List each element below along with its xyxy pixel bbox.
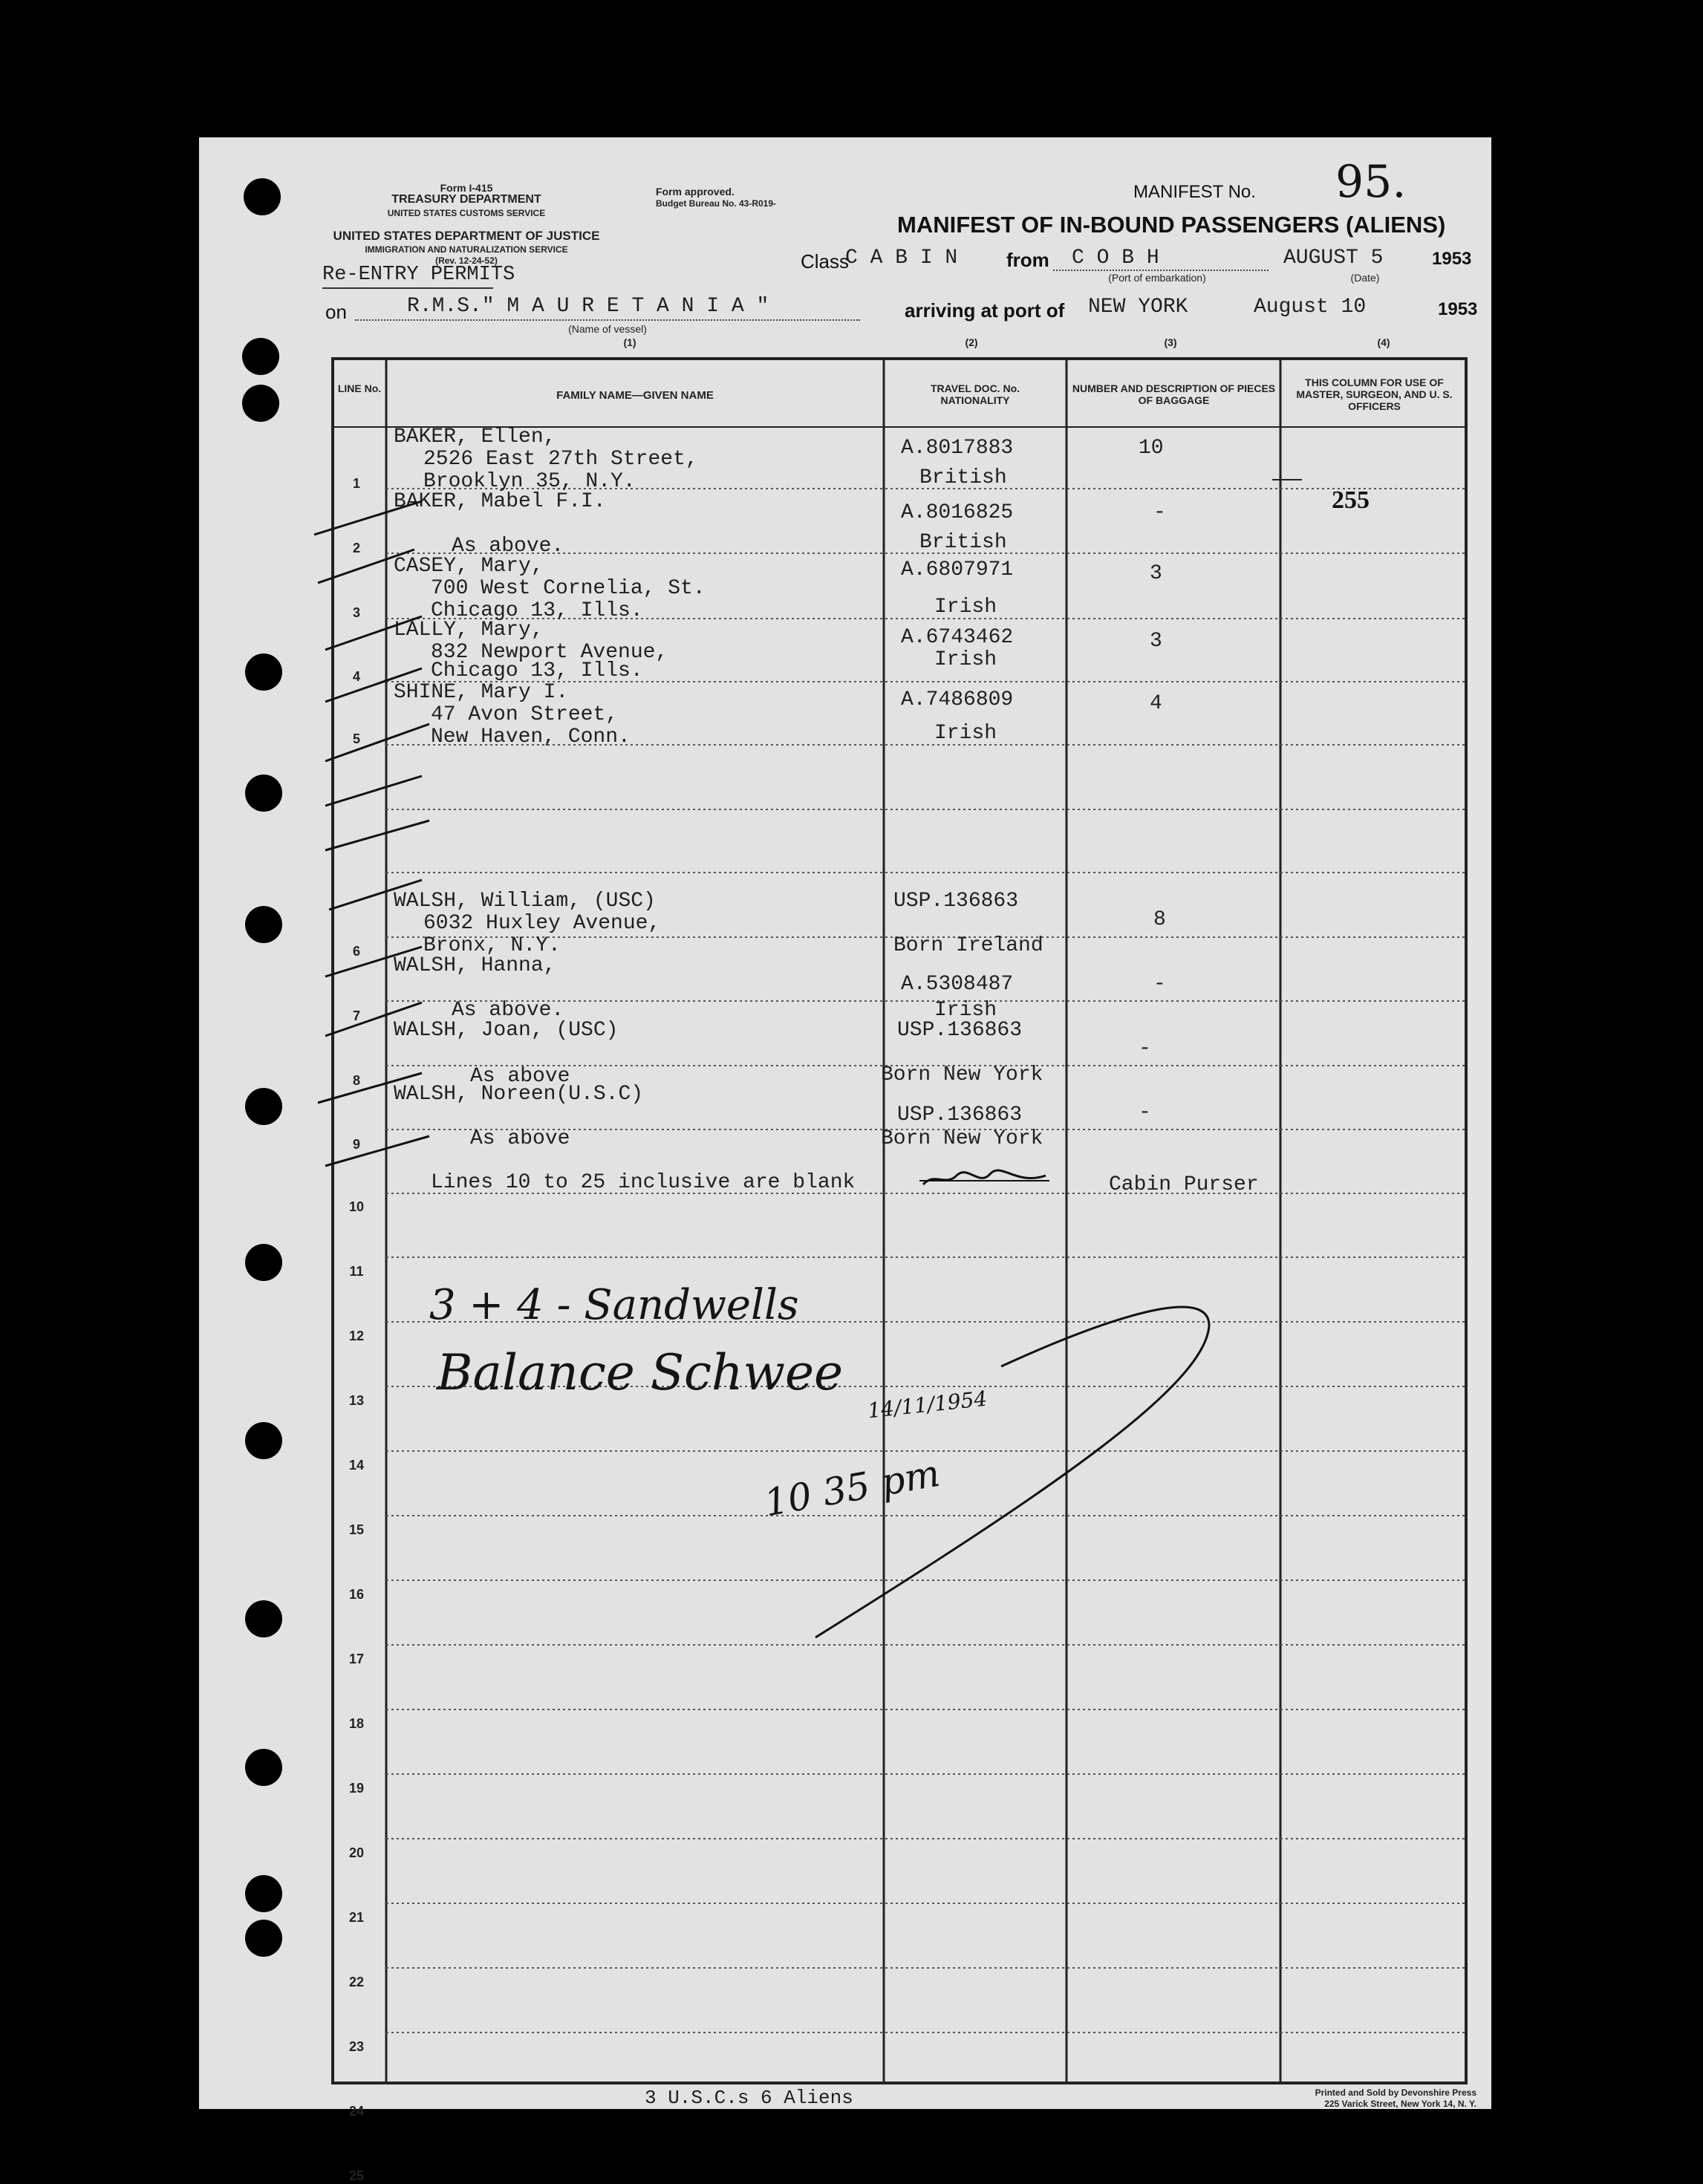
col-num-3: (3) <box>1164 336 1177 348</box>
passenger-name: WALSH, William, (USC) <box>394 890 656 913</box>
travel-doc: A.6807971 <box>901 558 1014 581</box>
handwriting-flourish <box>199 137 1491 2109</box>
nationality: British <box>919 531 1007 554</box>
treasury-dept: TREASURY DEPARTMENT <box>391 193 541 206</box>
baggage-count: - <box>1139 1101 1151 1124</box>
passenger-city: Brooklyn 35, N.Y. <box>423 470 636 493</box>
nationality: Born Ireland <box>893 934 1043 957</box>
nationality: Irish <box>934 999 997 1022</box>
from-label: from <box>1006 249 1049 271</box>
doj: UNITED STATES DEPARTMENT OF JUSTICE <box>333 229 600 243</box>
passenger-city: As above <box>470 1065 570 1088</box>
travel-doc: A.6743462 <box>901 626 1014 649</box>
handwritten-time: 10 35 pm <box>761 1451 943 1525</box>
blank-lines-note: Lines 10 to 25 inclusive are blank <box>431 1171 856 1194</box>
row-number: 24 <box>348 2104 365 2119</box>
row-number: 20 <box>348 1845 365 1860</box>
travel-doc: A.7486809 <box>901 688 1014 711</box>
baggage-count: - <box>1139 1037 1151 1060</box>
manifest-number: 95. <box>1335 156 1407 208</box>
nationality: British <box>919 466 1007 489</box>
row-number: 15 <box>348 1522 365 1537</box>
printer-line-2: 225 Varick Street, New York 14, N. Y. <box>1324 2099 1476 2109</box>
baggage-count: 3 <box>1150 630 1162 653</box>
row-number: 23 <box>348 2039 365 2054</box>
row-number: 6 <box>352 944 360 959</box>
passenger-name: BAKER, Mabel F.I. <box>394 490 606 513</box>
passenger-address: 832 Newport Avenue, <box>431 641 668 664</box>
date-caption: (Date) <box>1350 272 1380 284</box>
passenger-address: 6032 Huxley Avenue, <box>423 912 661 935</box>
class-label: Class <box>801 250 850 273</box>
passenger-name: BAKER, Ellen, <box>394 426 556 449</box>
purser-title: Cabin Purser <box>1109 1173 1259 1196</box>
arrival-year: 1953 <box>1438 299 1478 319</box>
passenger-city: Bronx, N.Y. <box>423 934 561 957</box>
passenger-city: New Haven, Conn. <box>431 726 631 749</box>
row-number: 13 <box>348 1393 365 1408</box>
nationality: Born New York <box>881 1063 1043 1086</box>
passenger-address: 700 West Cornelia, St. <box>431 577 706 600</box>
travel-doc: A.8016825 <box>901 501 1014 524</box>
row-number: 18 <box>348 1716 365 1731</box>
arrival-port: NEW YORK <box>1088 296 1188 319</box>
passenger-name: WALSH, Noreen(U.S.C) <box>394 1083 644 1106</box>
class-value: C A B I N <box>845 247 958 270</box>
handwritten-note-2: Balance Schwee <box>437 1344 844 1401</box>
baggage-count: - <box>1153 973 1166 996</box>
departure-date: AUGUST 5 <box>1283 247 1384 270</box>
nationality: Irish <box>934 648 997 671</box>
passenger-name: LALLY, Mary, <box>394 619 544 642</box>
passenger-name: WALSH, Hanna, <box>394 954 556 977</box>
handwritten-date: 14/11/1954 <box>866 1386 989 1424</box>
rev-date: (Rev. 12-24-52) <box>435 255 498 266</box>
row-number: 22 <box>348 1975 365 1989</box>
row-number: 19 <box>348 1781 365 1796</box>
row-number: 12 <box>348 1329 365 1343</box>
row-number: 14 <box>348 1458 365 1473</box>
row-number: 16 <box>348 1587 365 1602</box>
customs-service: UNITED STATES CUSTOMS SERVICE <box>387 208 546 218</box>
travel-doc: USP.136863 <box>893 890 1019 913</box>
row-number: 7 <box>352 1008 360 1023</box>
baggage-count: 8 <box>1153 908 1166 931</box>
nationality: Irish <box>934 722 997 745</box>
passenger-name: CASEY, Mary, <box>394 555 544 578</box>
reentry-permits: Re-ENTRY PERMITS <box>322 264 515 286</box>
vessel-caption: (Name of vessel) <box>568 323 647 335</box>
passenger-city: As above. <box>452 999 564 1022</box>
col-num-1: (1) <box>623 336 636 348</box>
row-number: 21 <box>348 1910 365 1925</box>
row-number: 9 <box>352 1137 360 1152</box>
form-number: Form I-415 <box>440 182 493 194</box>
row-number: 10 <box>348 1199 365 1214</box>
budget-bureau: Budget Bureau No. 43-R019- <box>656 198 777 209</box>
col-header-travel: TRAVEL DOC. No. NATIONALITY <box>930 382 1020 406</box>
manifest-label: MANIFEST No. <box>1133 182 1256 202</box>
row-number: 5 <box>352 731 360 746</box>
embark-caption: (Port of embarkation) <box>1108 272 1206 284</box>
travel-doc: USP.136863 <box>897 1019 1023 1042</box>
baggage-count: 4 <box>1150 692 1162 715</box>
page-title: MANIFEST OF IN-BOUND PASSENGERS (ALIENS) <box>897 212 1446 238</box>
footer-totals: 3 U.S.C.s 6 Aliens <box>645 2087 853 2109</box>
ins: IMMIGRATION AND NATURALIZATION SERVICE <box>365 244 568 255</box>
passenger-city: Chicago 13, Ills. <box>431 659 643 682</box>
row-number: 25 <box>348 2168 365 2183</box>
row-number: 11 <box>349 1264 364 1279</box>
baggage-count: 3 <box>1150 562 1162 585</box>
nationality: Born New York <box>881 1127 1043 1150</box>
printer-line-1: Printed and Sold by Devonshire Press <box>1315 2087 1476 2098</box>
col-header-baggage: NUMBER AND DESCRIPTION OF PIECES OF BAGGAGE <box>1072 382 1276 406</box>
officer-note: 255 <box>1332 486 1370 514</box>
row-number: 1 <box>352 476 360 491</box>
passenger-name: WALSH, Joan, (USC) <box>394 1019 619 1042</box>
travel-doc: A.5308487 <box>901 973 1014 996</box>
passenger-address: 47 Avon Street, <box>431 703 619 726</box>
row-number: 3 <box>352 605 360 620</box>
row-number: 2 <box>352 541 360 555</box>
on-label: on <box>325 301 347 323</box>
embark-port: C O B H <box>1072 247 1159 270</box>
row-number: 17 <box>348 1652 365 1666</box>
row-number: 8 <box>352 1073 360 1088</box>
arrival-date: August 10 <box>1254 296 1367 319</box>
vessel-name: R.M.S." M A U R E T A N I A " <box>407 295 769 318</box>
row-number: 4 <box>352 669 360 684</box>
col-header-name: FAMILY NAME—GIVEN NAME <box>556 389 714 402</box>
passenger-city: Chicago 13, Ills. <box>431 599 643 622</box>
travel-doc: USP.136863 <box>897 1104 1023 1127</box>
passenger-address: 2526 East 27th Street, <box>423 448 698 471</box>
departure-year: 1953 <box>1432 249 1472 269</box>
form-approved: Form approved. <box>656 186 735 198</box>
col-num-2: (2) <box>965 336 978 348</box>
travel-doc: A.8017883 <box>901 437 1014 460</box>
col-header-line: LINE No. <box>337 382 382 394</box>
nationality: Irish <box>934 596 997 619</box>
handwritten-note-1: 3 + 4 - Sandwells <box>429 1281 799 1329</box>
baggage-count: 10 <box>1139 437 1164 460</box>
arriving-label: arriving at port of <box>905 299 1065 322</box>
passenger-city: As above <box>470 1127 570 1150</box>
col-header-officers: THIS COLUMN FOR USE OF MASTER, SURGEON, AND U. S. OFFICERS <box>1296 377 1453 412</box>
manifest-page <box>199 137 1491 2183</box>
passenger-city: As above. <box>452 535 564 558</box>
col-num-4: (4) <box>1377 336 1390 348</box>
passenger-name: SHINE, Mary I. <box>394 681 569 704</box>
baggage-count: - <box>1153 501 1166 524</box>
